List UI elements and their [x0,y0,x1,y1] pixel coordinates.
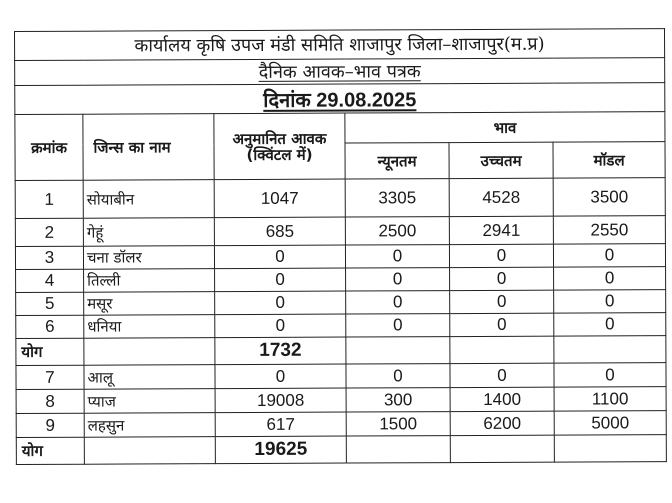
max-price: 0 [450,313,554,336]
serial-number: 2 [15,218,83,246]
min-price: 0 [346,291,450,314]
report-date [15,83,665,115]
report-date-text: दिनांक 29.08.2025 [263,88,417,112]
table-row [16,267,666,293]
serial-number: 6 [16,315,84,338]
table-row [15,178,665,219]
table-row [16,411,666,438]
commodity-name: गेहूं [83,218,214,247]
arrival-quantity: 0 [215,364,346,389]
total-arrival: 19625 [215,436,346,464]
arrival-quantity: 617 [215,412,346,437]
min-price: 0 [346,364,450,388]
col-modal-header: मॉडल [553,142,665,178]
min-price: 2500 [345,217,449,245]
table-row [16,313,666,339]
table-row [16,387,666,414]
serial-number: 9 [16,413,84,437]
commodity-name: तिल्ली [84,269,215,293]
max-price: 0 [449,244,553,267]
commodity-name: मसूर [84,292,215,316]
total-row [16,435,666,465]
serial-number: 1 [15,180,83,218]
col-min-header: न्यूनतम [345,143,449,179]
total-blank [84,338,215,366]
serial-number: 7 [16,365,84,389]
max-price: 4528 [449,178,553,216]
min-price: 3305 [345,179,449,217]
commodity-name: आलू [84,365,215,390]
arrival-quantity: 0 [215,314,346,338]
arrival-quantity: 1047 [214,179,345,218]
total-label: योग [16,437,84,464]
modal-price: 5000 [554,411,666,435]
total-row [16,336,666,366]
total-arrival: 1732 [215,337,346,365]
max-price: 6200 [450,411,554,435]
serial-number: 4 [16,269,84,292]
total-blank [554,336,666,363]
max-price: 0 [450,363,554,387]
table-row [15,216,665,247]
col-max-header: उच्चतम [449,142,553,178]
arrival-quantity: 0 [214,245,345,269]
arrival-quantity: 19008 [215,388,346,413]
serial-number: 3 [15,246,83,269]
arrival-quantity: 0 [215,291,346,315]
report-subtitle [15,58,665,86]
min-price: 0 [346,268,450,291]
modal-price: 3500 [553,178,665,216]
modal-price: 2550 [553,216,665,244]
total-blank [554,435,666,462]
mandi-report-sheet [14,28,667,465]
modal-price: 0 [553,244,665,267]
col-serial-header: क्रमांक [15,114,83,180]
modal-price: 1100 [554,387,666,411]
total-label: योग [16,338,84,365]
col-arrival-header: अनुमानित आवक (क्विंटल में) [214,113,345,180]
total-blank [346,436,450,463]
arrival-price-table [14,28,667,465]
col-commodity-header: जिन्स का नाम [83,114,214,181]
total-blank [346,337,450,364]
modal-price: 0 [554,290,666,313]
office-title: कार्यालय कृषि उपज मंडी समिति शाजापुर जिला–शाजापुर(म.प्र) [15,29,665,61]
commodity-name: सोयाबीन [83,180,214,219]
table-row [15,244,665,270]
min-price: 0 [345,245,449,268]
serial-number: 8 [16,389,84,413]
max-price: 0 [450,267,554,290]
commodity-name: चना डॉलर [83,246,214,270]
total-blank [450,435,554,462]
max-price: 0 [450,290,554,313]
arrival-quantity: 0 [215,268,346,292]
serial-number: 5 [16,292,84,315]
commodity-name: धनिया [84,315,215,339]
min-price: 0 [346,314,450,337]
col-price-header: भाव [345,112,665,143]
modal-price: 0 [554,363,666,387]
arrival-quantity: 685 [214,217,345,246]
modal-price: 0 [554,313,666,336]
min-price: 1500 [346,412,450,436]
report-subtitle-text: दैनिक आवक–भाव पत्रक [258,61,421,83]
min-price: 300 [346,388,450,412]
max-price: 2941 [449,216,553,244]
total-blank [450,336,554,363]
modal-price: 0 [554,267,666,290]
max-price: 1400 [450,387,554,411]
total-blank [84,437,215,465]
table-row [16,363,666,390]
commodity-name: लहसुन [84,413,215,438]
table-row [16,290,666,316]
commodity-name: प्याज [84,389,215,414]
